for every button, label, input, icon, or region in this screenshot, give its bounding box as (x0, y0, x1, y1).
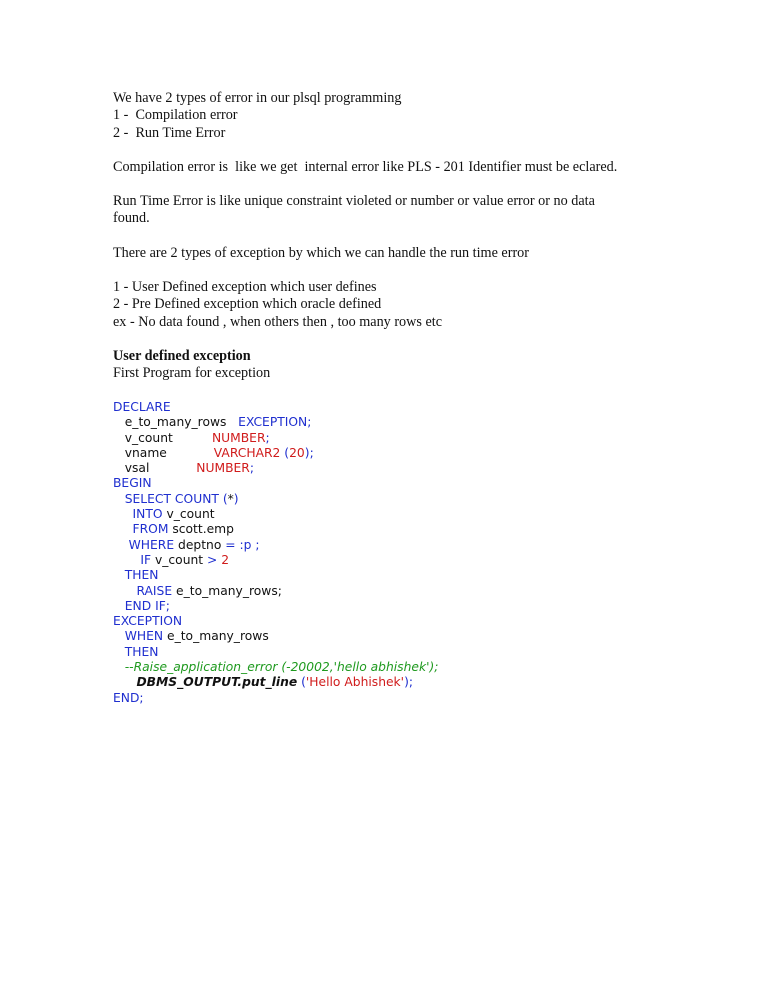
compilation-error-description: Compilation error is like we get internal error like PLS - 201 Identifier must be eclared. (113, 158, 618, 175)
code-type: VARCHAR2 (213, 445, 281, 460)
code-punctuation: ( (297, 675, 306, 690)
code-keyword: INTO (113, 507, 167, 522)
code-type: NUMBER (211, 430, 266, 445)
code-line (113, 629, 673, 644)
code-line (113, 400, 673, 415)
code-line (113, 568, 673, 583)
code-identifier: e_to_many_rows; (176, 583, 282, 598)
code-keyword: WHERE (113, 537, 179, 552)
code-line (113, 645, 673, 660)
code-identifier: vname (113, 445, 214, 460)
spacer (113, 176, 653, 193)
spacer (113, 142, 653, 159)
code-line (113, 492, 673, 507)
intro-line: We have 2 types of error in our plsql programming (113, 90, 402, 106)
code-line (113, 614, 673, 629)
code-number: 20 (289, 445, 305, 460)
code-operator: * (227, 491, 234, 506)
code-keyword: END; (113, 690, 144, 705)
code-indent (113, 675, 136, 689)
spacer (113, 331, 653, 348)
code-line (113, 599, 673, 614)
code-line (113, 415, 673, 430)
spacer (113, 228, 653, 245)
code-line (113, 507, 673, 522)
error-type-1: 1 - Compilation error (113, 107, 238, 124)
code-operator: = :p ; (221, 537, 260, 552)
code-line (113, 476, 673, 491)
code-keyword: THEN (113, 568, 159, 583)
code-operator: > (203, 552, 222, 567)
code-line (113, 461, 673, 476)
code-function: DBMS_OUTPUT.put_line (136, 675, 298, 690)
code-punctuation: ); (404, 675, 414, 690)
code-comment: --Raise_application_error (-20002,'hello abhishek'); (113, 660, 439, 675)
code-keyword: EXCEPTION; (238, 415, 312, 430)
code-line (113, 675, 673, 690)
code-keyword: SELECT COUNT ( (113, 491, 228, 506)
code-line (113, 446, 673, 461)
code-identifier: e_to_many_rows (113, 415, 239, 430)
section-subheading: First Program for exception (113, 365, 271, 382)
code-identifier: scott.emp (172, 522, 234, 537)
runtime-error-description: Run Time Error is like unique constraint violeted or number or value error or no data (113, 193, 595, 210)
code-block (113, 400, 673, 706)
prose-section (113, 90, 653, 383)
code-punctuation: ); (304, 445, 314, 460)
code-line (113, 584, 673, 599)
exception-type-1: 1 - User Defined exception which user defines (113, 279, 377, 296)
code-line (113, 660, 673, 675)
error-type-2: 2 - Run Time Error (113, 124, 226, 141)
code-keyword: WHEN (113, 629, 168, 644)
code-number: 2 (221, 552, 230, 567)
code-type: NUMBER (196, 461, 250, 476)
code-keyword: END IF; (113, 598, 170, 613)
code-identifier: vsal (113, 461, 197, 476)
code-keyword: THEN (113, 644, 159, 659)
code-punctuation: ; (249, 461, 254, 476)
code-keyword: RAISE (113, 583, 177, 598)
code-identifier: deptno (178, 537, 222, 552)
code-keyword: DECLARE (113, 400, 171, 414)
code-punctuation: ) (233, 491, 239, 506)
code-line (113, 522, 673, 537)
exception-examples: ex - No data found , when others then , too many rows etc (113, 313, 442, 330)
code-string: 'Hello Abhishek' (305, 675, 405, 690)
spacer (113, 262, 653, 279)
section-heading: User defined exception (113, 347, 251, 364)
runtime-error-description-cont: found. (113, 210, 150, 227)
code-keyword: BEGIN (113, 476, 152, 491)
code-keyword: IF (113, 552, 155, 567)
code-keyword: FROM (113, 522, 173, 537)
code-line (113, 431, 673, 446)
code-punctuation: ( (280, 445, 290, 460)
code-identifier: v_count (166, 507, 215, 522)
code-identifier: v_count (154, 552, 204, 567)
exception-types-intro: There are 2 types of exception by which we can handle the run time error (113, 244, 529, 261)
exception-type-2: 2 - Pre Defined exception which oracle defined (113, 296, 382, 313)
code-line (113, 538, 673, 553)
code-line (113, 553, 673, 568)
code-keyword: EXCEPTION (113, 614, 183, 629)
code-punctuation: ; (265, 430, 270, 445)
code-identifier: e_to_many_rows (167, 629, 269, 644)
code-identifier: v_count (113, 430, 212, 445)
code-line (113, 691, 673, 706)
